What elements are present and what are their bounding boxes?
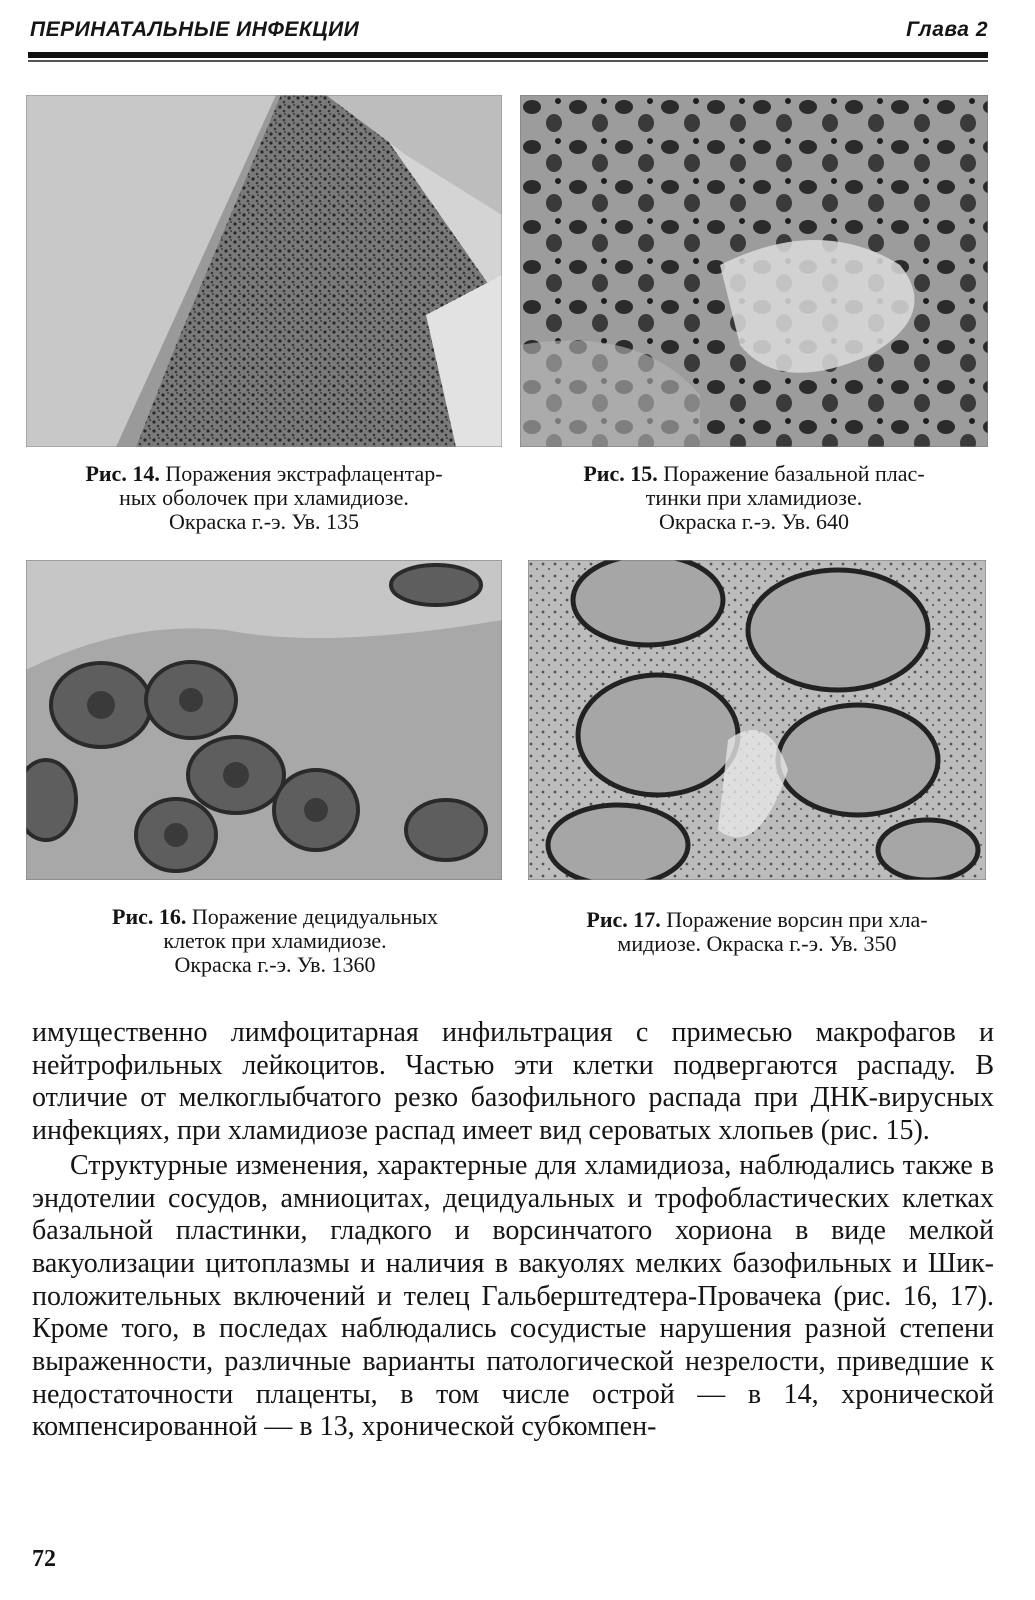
figure-17-image	[528, 560, 986, 880]
running-header	[30, 18, 988, 46]
figure-16-image	[26, 560, 502, 880]
body-text	[32, 1017, 994, 1444]
header-rule-thin	[28, 60, 988, 62]
figure-14-label: Рис. 14.	[85, 461, 160, 486]
chapter-label: Глава 2	[906, 18, 988, 41]
paragraph-2: Структурные изменения, характерные для хламидиоза, наблюдались также в эндотелии сосудов, амниоцитах, децидуальных и трофобластических клетках базальной пластинки, гладкого и ворсинчатого хориона в виде мелкой вакуолизации цитоплазмы и наличия в вакуолях мелких базофильных и Шик-положительных включений и телец Гальберштедтера-Провачека (рис. 16, 17). Кроме того, в последах наблюдались сосудистые нарушения разной степени выраженности, различные варианты патологической незрелости, приведшие к недостаточности плаценты, в том числе острой — в 14, хронической компенсированной — в 13, хронической субкомпен-	[32, 1149, 994, 1443]
page-number: 72	[32, 1546, 56, 1572]
paragraph-1: имущественно лимфоцитарная инфильтрация с примесью макрофагов и нейтрофильных лейкоцитов. Частью эти клетки подвергаются распаду. В отличие от мелкоглыбчатого резко базофильного распада при ДНК-вирусных инфекциях, при хламидиозе распад имеет вид сероватых хлопьев (рис. 15).	[32, 1017, 994, 1147]
running-title: ПЕРИНАТАЛЬНЫЕ ИНФЕКЦИИ	[30, 18, 360, 41]
figure-15-image	[520, 95, 988, 447]
figure-14-caption: Рис. 14. Поражения экстрафлацентар- ных оболочек при хламидиозе. Окраска г.-э. Ув. 135	[85, 461, 443, 534]
figure-17-label: Рис. 17.	[586, 907, 661, 932]
figure-16-label: Рис. 16.	[112, 904, 187, 929]
figure-16-caption: Рис. 16. Поражение децидуальных клеток при хламидиозе. Окраска г.-э. Ув. 1360	[112, 904, 438, 977]
header-rule	[28, 52, 988, 58]
figure-17-caption: Рис. 17. Поражение ворсин при хла- мидиозе. Окраска г.-э. Ув. 350	[586, 907, 928, 956]
figure-15-label: Рис. 15.	[583, 461, 658, 486]
figure-15-caption: Рис. 15. Поражение базальной плас- тинки при хламидиозе. Окраска г.-э. Ув. 640	[583, 461, 925, 534]
figure-14-image	[26, 95, 502, 447]
